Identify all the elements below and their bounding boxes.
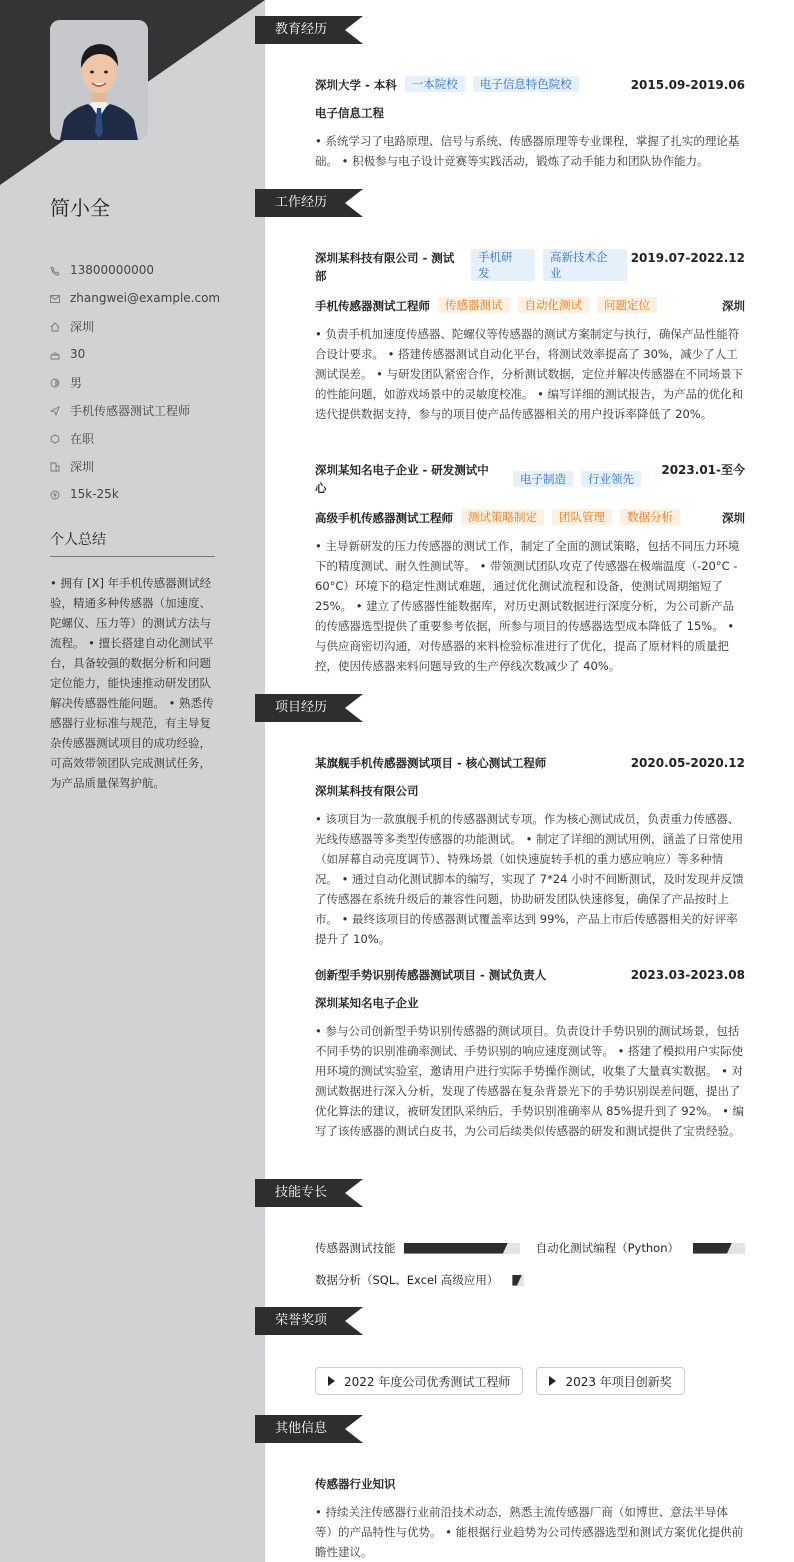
skill-name: 自动化测试编程（Python） (535, 1241, 679, 1255)
skill-tag: 问题定位 (597, 297, 657, 313)
play-icon (549, 1376, 556, 1386)
work-date: 2023.01-至今 (661, 463, 745, 477)
skill-bar (404, 1243, 520, 1254)
project-title: 某旗舰手机传感器测试项目 - 核心测试工程师 (315, 756, 547, 770)
section-title: 项目经历 (275, 700, 328, 715)
other-desc: • 持续关注传感器行业前沿技术动态，熟悉主流传感器厂商（如博世、意法半导体等）的产品特性与优势。 • 能根据行业趋势为公司传感器选型和测试方案优化提供前瞻性建议。 (315, 1505, 744, 1559)
section-header-project (255, 694, 363, 722)
other-title: 传感器行业知识 (315, 1477, 396, 1491)
award-label: 2022 年度公司优秀测试工程师 (344, 1374, 511, 1389)
skill-bar (693, 1243, 745, 1254)
skill-tag: 测试策略制定 (461, 509, 544, 525)
avatar (50, 20, 148, 140)
summary-divider (50, 556, 215, 557)
project-title: 创新型手势识别传感器测试项目 - 测试负责人 (315, 968, 547, 982)
major: 电子信息工程 (315, 106, 384, 120)
company-name (315, 461, 505, 497)
skill-name: 数据分析（SQL、Excel 高级应用） (315, 1273, 499, 1287)
section-title: 教育经历 (275, 22, 328, 37)
contact-info-list (50, 256, 220, 508)
info-age (50, 340, 220, 368)
work-entry (315, 249, 745, 424)
info-text: 深圳 (70, 459, 95, 474)
project-desc: • 该项目为一款旗舰手机的传感器测试专项。作为核心测试成员，负责重力传感器、光线传感器等多类型传感器的功能测试。 • 制定了详细的测试用例，涵盖了日常使用（如屏幕自动亮度调节）、特殊场景（如快速旋转手机的重力感应响应）等多种情况。 • 通过自动化测试脚本的编写，实现了 7*24 小时不间断测试，及时发现并反馈了传感器在系统升级后的兼容性问题，协助研发团队快速修复，确保了产品按时上市。 • 最终该项目的传感器测试覆盖率达到 99%，产品上市后传感器相关的好评率提升了 10%。 (315, 812, 744, 946)
section-title: 工作经历 (275, 195, 328, 210)
summary-text: • 拥有 [X] 年手机传感器测试经验，精通多种传感器（加速度、陀螺仪、压力等）的测试方法与流程。 • 擅长搭建自动化测试平台，具备较强的数据分析和问题定位能力，能快速推动研发团队解决传感器性能问题。 • 熟悉传感器行业标准与规范，有主导复杂传感器测试项目的成功经验，可高效带领团队完成测试任务，为产品质量保驾护航。 (50, 576, 214, 790)
award-item (315, 1367, 523, 1395)
company-tag-line: 发 (478, 266, 490, 280)
section-header-other (255, 1415, 363, 1443)
company-tag (471, 249, 535, 281)
building-icon (50, 461, 60, 471)
gender-icon (50, 377, 60, 387)
work-date: 2019.07-2022.12 (630, 251, 745, 265)
skill-name: 传感器测试技能 (315, 1241, 396, 1255)
section-title: 技能专长 (275, 1185, 328, 1200)
company-name-line: 深圳某知名电子企业 - 研发测试中 (315, 463, 489, 477)
skill-item (315, 1271, 745, 1289)
info-text: 13800000000 (70, 263, 154, 277)
work-city: 深圳 (722, 511, 745, 525)
education-entry (315, 76, 745, 171)
info-email (50, 284, 220, 312)
award-label: 2023 年项目创新奖 (565, 1374, 672, 1389)
section-title: 其他信息 (275, 1421, 328, 1436)
company-name (315, 249, 465, 285)
skill-item (536, 1239, 745, 1257)
age-icon (50, 349, 60, 359)
section-header-awards (255, 1307, 363, 1335)
job-position: 手机传感器测试工程师 (315, 299, 430, 313)
section-header-skills (255, 1179, 363, 1207)
home-icon (50, 321, 60, 331)
skill-bar (512, 1275, 524, 1286)
job-position: 高级手机传感器测试工程师 (315, 511, 453, 525)
info-text: 手机传感器测试工程师 (70, 403, 191, 418)
company-tag: 行业领先 (581, 471, 641, 487)
company-name-line: 部 (315, 269, 327, 283)
work-entry (315, 461, 745, 676)
skill-bar-fill (512, 1275, 522, 1286)
project-entry (315, 966, 745, 1141)
info-text: 在职 (70, 431, 95, 446)
company-name-line: 深圳某科技有限公司 - 测试 (315, 251, 455, 265)
project-date: 2020.05-2020.12 (630, 756, 745, 770)
info-text: 30 (70, 347, 86, 361)
school-tag: 电子信息特色院校 (473, 76, 579, 92)
info-phone (50, 256, 220, 284)
info-status (50, 424, 220, 452)
info-salary (50, 480, 220, 508)
sidebar (0, 0, 265, 1562)
skill-bar-fill (404, 1243, 508, 1254)
project-date: 2023.03-2023.08 (630, 968, 745, 982)
info-text: 15k-25k (70, 487, 119, 501)
company-tag-line: 手机研 (478, 250, 513, 264)
info-text: 深圳 (70, 319, 95, 334)
info-city (50, 312, 220, 340)
info-text: 男 (70, 375, 83, 390)
work-desc: • 负责手机加速度传感器、陀螺仪等传感器的测试方案制定与执行，确保产品性能符合设计要求。 • 搭建传感器测试自动化平台，将测试效率提高了 30%，减少了人工测试误差。 • 与研发团队紧密合作，分析测试数据，定位并解决传感器在不同场景下的性能问题，如游戏场景中的灵敏度校准。 • 编写详细的测试报告，为产品的优化和迭代提供数据支持，参与的项目使产品传感器相关的用户投诉率降低了 20%。 (315, 327, 744, 421)
info-position (50, 396, 220, 424)
profile-name: 简小全 (50, 196, 110, 220)
section-header-education (255, 16, 363, 44)
email-icon (50, 293, 60, 303)
skill-item (315, 1239, 520, 1257)
awards-list (315, 1367, 745, 1395)
section-title: 荣誉奖项 (275, 1313, 328, 1328)
work-city: 深圳 (722, 299, 745, 313)
company-tag-line: 业 (550, 266, 562, 280)
work-desc: • 主导新研发的压力传感器的测试工作，制定了全面的测试策略，包括不同压力环境下的精度测试、耐久性测试等。 • 带领测试团队攻克了传感器在极端温度（-20°C - 60°C）环境下的稳定性测试难题，通过优化测试流程和设备，使测试周期缩短了 25%。 • 建立了传感器性能数据库，对历史测试数据进行深度分析，为公司新产品的传感器选型提供了重要参考依据，所参与项目的传感器选型成本降低了 15%。 • 与供应商密切沟通，对传感器的来料检验标准进行了优化，提高了原材料的质量把控，使因传感器来料问题导致的生产停线次数减少了 40%。 (315, 539, 740, 673)
info-gender (50, 368, 220, 396)
section-header-work (255, 189, 363, 217)
education-date: 2015.09-2019.06 (630, 78, 745, 92)
skill-tag: 传感器测试 (438, 297, 510, 313)
project-company: 深圳某科技有限公司 (315, 784, 419, 798)
school-tag: 一本院校 (405, 76, 465, 92)
project-desc: • 参与公司创新型手势识别传感器的测试项目。负责设计手势识别的测试场景，包括不同手势的识别准确率测试、手势识别的响应速度测试等。 • 搭建了模拟用户实际使用环境的测试实验室，邀请用户进行实际手势操作测试，收集了大量真实数据。 • 对测试数据进行深入分析，发现了传感器在复杂背景光下的手势识别误差问题，提出了优化算法的建议，被研发团队采纳后，手势识别准确率从 85%提升到了 92%。 • 编写了该传感器的测试白皮书，为公司后续类似传感器的研发和测试提供了宝贵经验。 (315, 1024, 745, 1138)
send-icon (50, 405, 60, 415)
school-name: 深圳大学 - 本科 (315, 78, 397, 92)
skills-list (315, 1239, 745, 1289)
company-tag-line: 高新技术企 (550, 250, 608, 264)
skill-bar-fill (693, 1243, 732, 1254)
project-company: 深圳某知名电子企业 (315, 996, 419, 1010)
company-tag: 电子制造 (513, 471, 573, 487)
skill-tag: 自动化测试 (518, 297, 590, 313)
skill-tag: 数据分析 (620, 509, 680, 525)
skill-tag: 团队管理 (552, 509, 612, 525)
award-item (536, 1367, 684, 1395)
status-icon (50, 433, 60, 443)
education-desc: • 系统学习了电路原理、信号与系统、传感器原理等专业课程，掌握了扎实的理论基础。 • 积极参与电子设计竞赛等实践活动，锻炼了动手能力和团队协作能力。 (315, 134, 740, 168)
company-name-line: 心 (315, 481, 327, 495)
phone-icon (50, 265, 60, 275)
info-location (50, 452, 220, 480)
company-tag (543, 249, 627, 281)
other-entry (315, 1475, 745, 1562)
info-text: zhangwei@example.com (70, 291, 221, 305)
project-entry (315, 754, 745, 949)
summary-title: 个人总结 (50, 532, 106, 548)
salary-icon (50, 489, 60, 499)
play-icon (328, 1376, 335, 1386)
